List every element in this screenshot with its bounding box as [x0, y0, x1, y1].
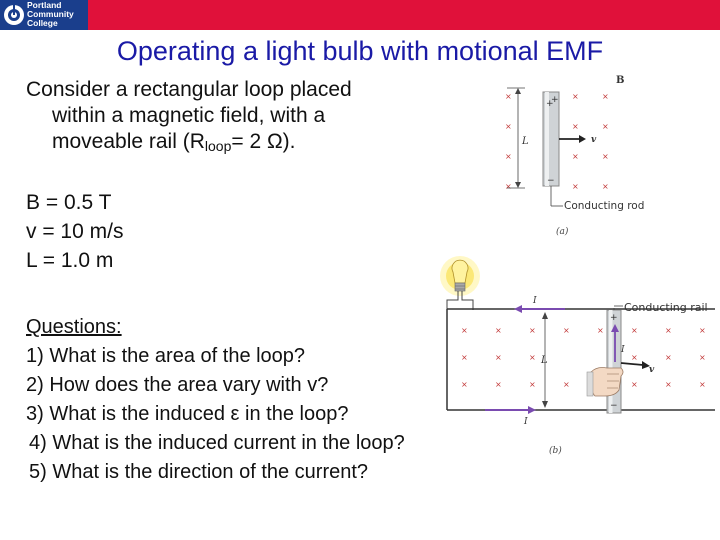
svg-text:×: ×: [563, 380, 570, 389]
intro-subscript: loop: [204, 138, 232, 154]
velocity-arrow-b: [621, 363, 643, 365]
svg-text:×: ×: [505, 122, 512, 131]
svg-text:×: ×: [572, 152, 579, 161]
svg-text:×: ×: [572, 122, 579, 131]
logo-line-1: Portland: [27, 0, 62, 10]
value-b: B = 0.5 T: [26, 191, 112, 214]
label-l-b: L: [541, 355, 548, 366]
intro-line-3-start: moveable rail (R: [52, 130, 205, 153]
given-values: [26, 188, 123, 275]
svg-text:×: ×: [563, 326, 570, 335]
rod-minus: −: [547, 176, 555, 186]
velocity-arrowhead-a: [579, 135, 586, 143]
svg-text:×: ×: [495, 380, 502, 389]
value-v: v = 10 m/s: [26, 220, 124, 243]
svg-text:×: ×: [631, 380, 638, 389]
caption-b: (b): [549, 446, 562, 456]
rod-plus-1: +: [546, 99, 554, 109]
intro-line-2: within a magnetic field, with a: [52, 104, 326, 127]
svg-text:×: ×: [602, 152, 609, 161]
label-l-a: L: [522, 136, 529, 147]
rail-minus: −: [610, 401, 618, 411]
college-logo: [0, 0, 88, 30]
svg-text:×: ×: [461, 380, 468, 389]
question-4: 4) What is the induced current in the loop?: [29, 432, 405, 454]
rod-label: Conducting rod: [564, 200, 645, 212]
value-l: L = 1.0 m: [26, 249, 114, 272]
question-3: 3) What is the induced ε in the loop?: [26, 403, 349, 425]
intro-text: [26, 77, 352, 159]
svg-text:×: ×: [495, 326, 502, 335]
intro-line-1: Consider a rectangular loop placed: [26, 78, 352, 101]
hand-icon: [587, 368, 623, 397]
intro-line-3: [26, 129, 352, 159]
svg-text:×: ×: [631, 353, 638, 362]
label-i-bottom: I: [524, 417, 528, 427]
figure-b: [425, 250, 720, 460]
svg-text:×: ×: [699, 353, 706, 362]
svg-text:×: ×: [495, 353, 502, 362]
svg-text:×: ×: [572, 182, 579, 191]
college-logo-icon: [3, 4, 25, 26]
dim-arrow-bottom-a: [515, 182, 521, 188]
svg-text:×: ×: [602, 122, 609, 131]
svg-text:×: ×: [505, 152, 512, 161]
svg-text:×: ×: [602, 182, 609, 191]
svg-text:×: ×: [505, 92, 512, 101]
svg-text:×: ×: [461, 326, 468, 335]
rod-plus-2: +: [551, 95, 559, 105]
question-1: 1) What is the area of the loop?: [26, 345, 306, 367]
rail-plus: +: [610, 313, 618, 323]
label-v-a: v: [591, 135, 597, 145]
svg-text:×: ×: [699, 326, 706, 335]
moving-rail-highlight: [609, 310, 613, 413]
figure-a: [495, 70, 670, 240]
label-i-rod: I: [621, 345, 625, 355]
svg-text:×: ×: [699, 380, 706, 389]
header-bar: [0, 0, 720, 30]
svg-text:×: ×: [505, 182, 512, 191]
question-2: 2) How does the area vary with v?: [26, 374, 329, 396]
current-arrowhead-top: [514, 305, 522, 313]
label-v-b: v: [649, 365, 655, 375]
svg-text:×: ×: [602, 92, 609, 101]
questions-list: [26, 313, 405, 487]
logo-text: [27, 1, 74, 28]
label-i-top: I: [533, 296, 537, 306]
svg-text:×: ×: [665, 380, 672, 389]
svg-text:×: ×: [461, 353, 468, 362]
svg-text:×: ×: [529, 326, 536, 335]
question-5: 5) What is the direction of the current?: [29, 461, 369, 483]
svg-text:×: ×: [665, 353, 672, 362]
logo-line-2: Community: [27, 9, 74, 19]
label-b: B: [616, 75, 625, 86]
light-bulb-icon: [440, 256, 480, 296]
svg-text:×: ×: [529, 380, 536, 389]
dim-arrow-top-b: [542, 312, 548, 319]
dim-arrow-top-a: [515, 88, 521, 94]
svg-text:×: ×: [572, 92, 579, 101]
svg-text:×: ×: [665, 326, 672, 335]
questions-heading: Questions:: [26, 316, 122, 338]
svg-text:×: ×: [597, 326, 604, 335]
dim-arrow-bottom-b: [542, 401, 548, 408]
field-marks-b: [461, 326, 706, 389]
svg-text:×: ×: [529, 353, 536, 362]
current-arrowhead-bottom: [528, 406, 536, 414]
caption-a: (a): [556, 227, 569, 237]
rail-label: Conducting rail: [624, 301, 708, 314]
svg-text:×: ×: [631, 326, 638, 335]
intro-line-3-end: = 2 Ω).: [231, 130, 296, 153]
slide-title: Operating a light bulb with motional EMF: [116, 36, 604, 66]
logo-line-3: College: [27, 18, 58, 28]
